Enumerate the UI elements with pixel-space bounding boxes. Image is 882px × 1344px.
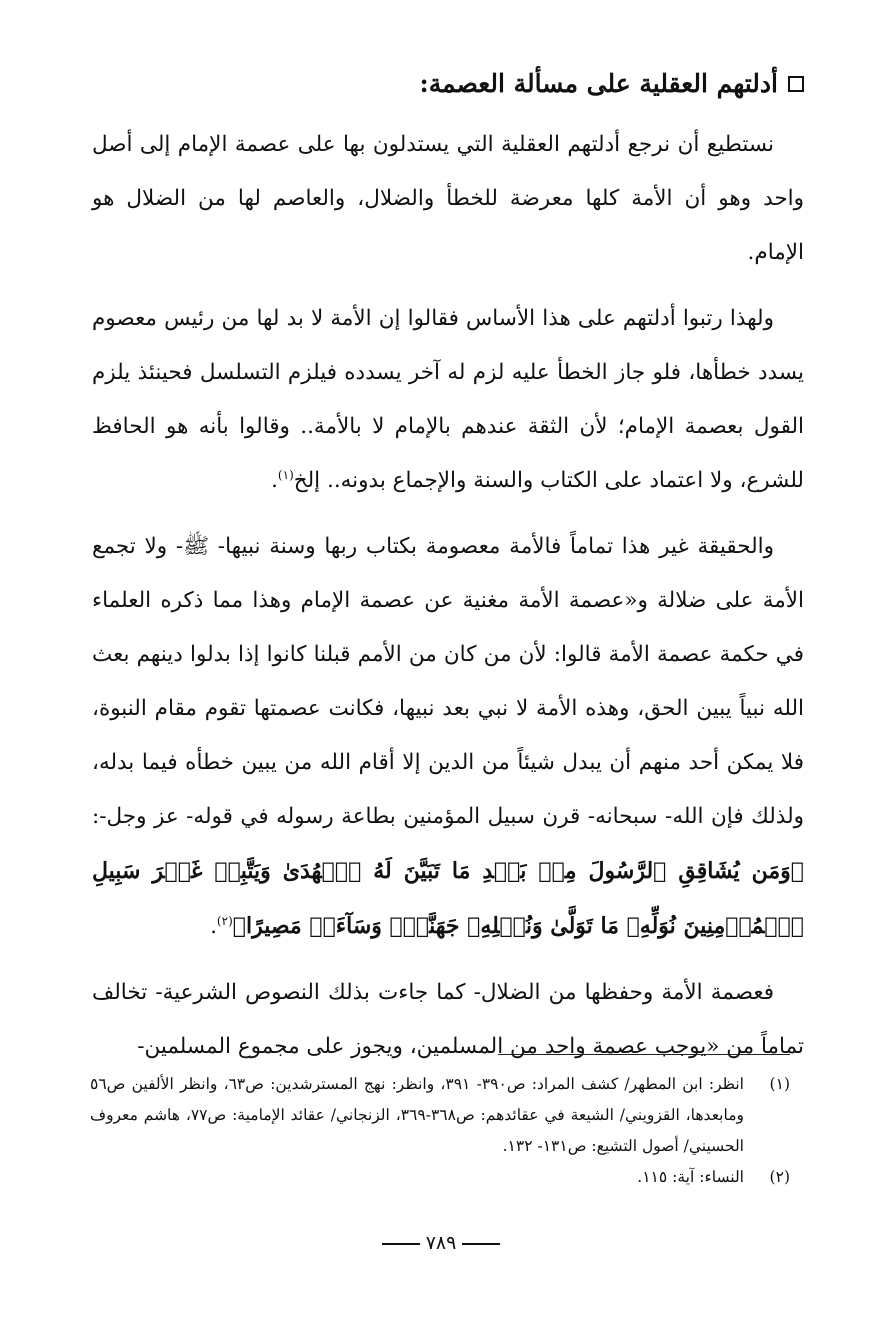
page-number	[0, 1232, 882, 1254]
page-number-dash-right	[462, 1243, 500, 1245]
body-text	[92, 118, 804, 1086]
paragraph-2: ولهذا رتبوا أدلتهم على هذا الأساس فقالوا إن الأمة لا بد لها من رئيس معصوم يسدد خطأها، فلو جاز الخطأ عليه لزم له آخر يسدده فيلزم التسلسل فحينئذ يلزم القول بعصمة الإمام؛ لأن الثقة عندهم بالإمام لا بالأمة.. وقالوا بأنه هو الحافظ للشرع، ولا اعتماد على الكتاب والسنة والإجماع بدونه.. إلخ$^{(١)}$.	[92, 306, 804, 493]
footnote-1-text: انظر: ابن المطهر/ كشف المراد: ص٣٩٠- ٣٩١، وانظر: نهج المسترشدين: ص٦٣، وانظر الألفين ص٥٦ ومابعدها، القزويني/ الشيعة في عقائدهم: ص٣٦٨-٣٦٩، الزنجاني/ عقائد الإمامية: ص٧٧، هاشم معروف الحسيني/ أصول التشيع: ص١٣١- ١٣٢.	[90, 1075, 744, 1155]
paragraph-3: والحقيقة غير هذا تماماً فالأمة معصومة بكتاب ربها وسنة نبيها- ﷺ- ولا تجمع الأمة على ضلالة و«عصمة الأمة مغنية عن عصمة الإمام وهذا مما ذكره العلماء في حكمة عصمة الأمة قالوا: لأن من كان من الأمم قبلنا كانوا إذا بدلوا دينهم بعث الله نبياً يبين الحق، وهذه الأمة لا نبي بعد نبيها، فكانت عصمتها تقوم مقام النبوة، فلا يمكن أحد منهم أن يبدل شيئاً من الدين إلا أقام الله من يبين خطأه فيما بدله، ولذلك فإن الله- سبحانه- قرن سبيل المؤمنين بطاعة رسوله في قوله- عز وجل-: ﴿وَمَن يُشَاقِقِ ٱلرَّسُولَ مِنۢ بَعۡدِ مَا تَبَيَّنَ لَهُ ٱلۡهُدَىٰ وَيَتَّبِعۡ غَيۡرَ سَبِيلِ ٱلۡمُؤۡمِنِينَ نُوَلِّهِۦ مَا تَوَلَّىٰ وَنُصۡلِهِۦ جَهَنَّمَۖ وَسَآءَتۡ مَصِيرًا﴾$^{(٢)}$.	[92, 534, 804, 939]
paragraph-2-text: ولهذا رتبوا أدلتهم على هذا الأساس فقالوا إن الأمة لا بد لها من رئيس معصوم يسدد خطأها، فلو جاز الخطأ عليه لزم له آخر يسدده فيلزم التسلسل فحينئذ يلزم القول بعصمة الإمام؛ لأن الثقة عندهم بالإمام لا بالأمة.. وقالوا بأنه هو الحافظ للشرع، ولا اعتماد على الكتاب والسنة والإجماع بدونه.. إلخ	[92, 306, 804, 493]
footnote-1	[90, 1069, 790, 1162]
footnote-mark-1[interactable]: (١)	[277, 467, 294, 482]
page-number-dash-left	[382, 1243, 420, 1245]
footnote-mark-2[interactable]: (٢)	[216, 913, 233, 928]
footnote-2	[90, 1162, 790, 1193]
footnote-2-number: (٢)	[769, 1168, 790, 1186]
paragraph-1: نستطيع أن نرجع أدلتهم العقلية التي يستدلون بها على عصمة الإمام إلى أصل واحد وهو أن الأمة كلها معرضة للخطأ والضلال، والعاصم لها من الضلال هو الإمام.	[92, 132, 804, 265]
paragraph-3-text: والحقيقة غير هذا تماماً فالأمة معصومة بكتاب ربها وسنة نبيها- ﷺ- ولا تجمع الأمة على ضلالة و«عصمة الأمة مغنية عن عصمة الإمام وهذا مما ذكره العلماء في حكمة عصمة الأمة قالوا: لأن من كان من الأمم قبلنا كانوا إذا بدلوا دينهم بعث الله نبياً يبين الحق، وهذه الأمة لا نبي بعد نبيها، فكانت عصمتها تقوم مقام النبوة، فلا يمكن أحد منهم أن يبدل شيئاً من الدين إلا أقام الله من يبين خطأه فيما بدله، ولذلك فإن الله- سبحانه- قرن سبيل المؤمنين بطاعة رسوله في قوله- عز وجل-:	[92, 534, 804, 829]
footnotes-section	[90, 1054, 790, 1193]
section-heading-text: أدلتهم العقلية على مسألة العصمة:	[419, 69, 778, 98]
square-bullet-icon	[788, 76, 804, 92]
footnote-2-text: النساء: آية: ١١٥.	[637, 1168, 744, 1186]
section-heading	[90, 62, 804, 106]
quran-verse: ﴿وَمَن يُشَاقِقِ ٱلرَّسُولَ مِنۢ بَعۡدِ مَا تَبَيَّنَ لَهُ ٱلۡهُدَىٰ وَيَتَّبِعۡ غَيۡرَ سَبِيلِ ٱلۡمُؤۡمِنِينَ نُوَلِّهِۦ مَا تَوَلَّىٰ وَنُصۡلِهِۦ جَهَنَّمَۖ وَسَآءَتۡ مَصِيرًا﴾	[92, 858, 804, 939]
page-number-text: ٧٨٩	[425, 1232, 457, 1254]
footnote-divider	[498, 1054, 790, 1055]
paragraph-4: فعصمة الأمة وحفظها من الضلال- كما جاءت بذلك النصوص الشرعية- تخالف تماماً من «يوجب عصمة واحد من المسلمين، ويجوز على مجموع المسلمين-	[92, 980, 804, 1059]
footnote-1-number: (١)	[769, 1075, 790, 1093]
